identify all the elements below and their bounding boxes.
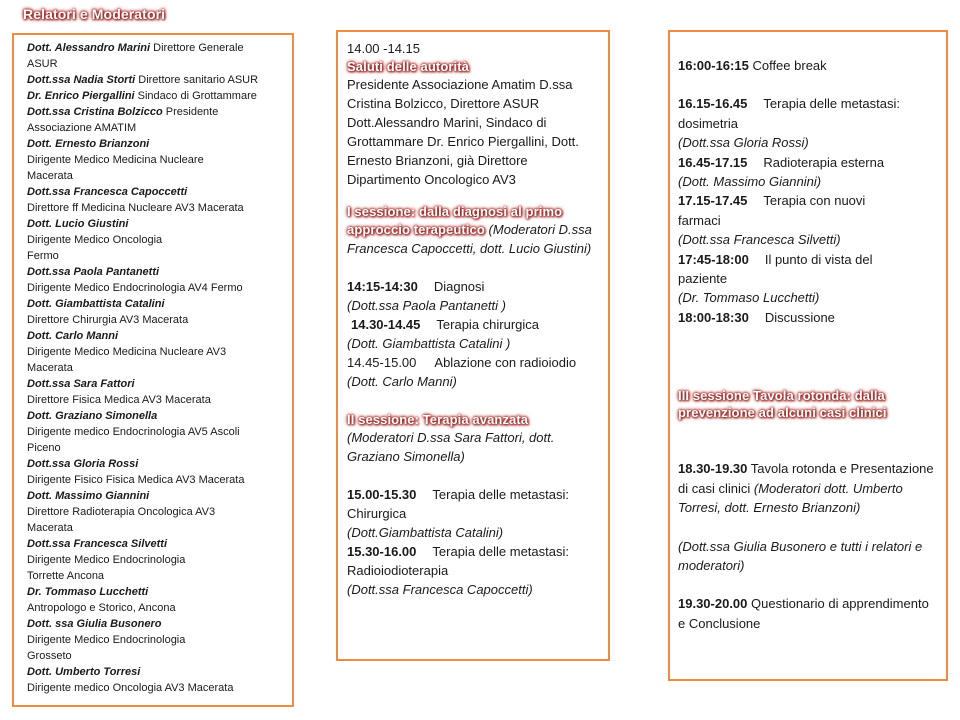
speaker-name: Dott. Lucio Giustini xyxy=(27,218,129,230)
speaker-name-line xyxy=(27,616,286,632)
speaker-name: Dott. ssa Giulia Busonero xyxy=(27,618,162,630)
item-speaker: (Dott.Giambattista Catalini) xyxy=(347,525,504,540)
item-time: 14.30-14.45 xyxy=(351,317,421,332)
s1-item3-speaker: (Dott. Carlo Manni) xyxy=(347,374,457,389)
item-time: 15.30-16.00 xyxy=(347,544,417,559)
speaker-role: Antropologo e Storico, Ancona xyxy=(27,602,176,614)
speaker-entry xyxy=(27,488,286,536)
speaker-role: Torrette Ancona xyxy=(27,570,105,582)
item-title: Terapia con nuovi xyxy=(763,193,866,209)
schedule-box-afternoon xyxy=(336,30,610,661)
speaker-role: Direttore Chirurgia AV3 Macerata xyxy=(27,314,189,326)
speaker-entry xyxy=(27,616,286,664)
session1-title-line1: I sessione: dalla diagnosi al primo xyxy=(347,204,563,219)
speaker-entry xyxy=(27,584,286,616)
speaker-name: Dr. Enrico Piergallini xyxy=(27,90,135,102)
speaker-entry xyxy=(27,664,286,696)
speaker-name: Dott. Umberto Torresi xyxy=(27,666,141,678)
speaker-name: Dott.ssa Gloria Rossi xyxy=(27,458,139,470)
item-time: 17:45-18:00 xyxy=(678,251,749,267)
speaker-role: Direttore Fisica Medica AV3 Macerata xyxy=(27,394,211,406)
session1-items xyxy=(347,277,600,353)
speaker-name: Dott.ssa Sara Fattori xyxy=(27,378,135,390)
round-time: 18.30-19.30 xyxy=(678,461,748,477)
discussion-time: 18:00-18:30 xyxy=(678,309,749,325)
item-speaker: (Dr. Tommaso Lucchetti) xyxy=(678,290,820,306)
speaker-role: Dirigente medico Endocrinologia AV5 Ascoli xyxy=(27,426,240,438)
speaker-role: Macerata xyxy=(27,362,73,374)
speaker-name-line xyxy=(27,104,286,120)
session2-evening-items xyxy=(678,94,936,307)
speaker-role: ASUR xyxy=(27,58,58,70)
item-time: 14:15-14:30 xyxy=(347,279,418,294)
speaker-name-line xyxy=(27,376,286,392)
speaker-name: Dott.ssa Nadia Storti xyxy=(27,74,136,86)
speakers-box xyxy=(12,33,294,707)
item-time: 16.15-16.45 xyxy=(678,96,748,112)
opening-session-title: Saluti delle autorità xyxy=(347,59,470,74)
speaker-role: Macerata xyxy=(27,522,73,534)
discussion-label: Discussione xyxy=(764,309,835,325)
schedule-item xyxy=(678,191,936,210)
speaker-name-line xyxy=(27,216,286,232)
speaker-entry xyxy=(27,536,286,584)
session1-title-line2: approccio terapeutico xyxy=(347,222,485,237)
speaker-name-line xyxy=(27,184,286,200)
speakers-title: Relatori e Moderatori xyxy=(23,6,166,22)
speaker-role: Associazione AMATIM xyxy=(27,122,137,134)
session2-title: II sessione: Terapia avanzata xyxy=(347,412,529,427)
speaker-role: Direttore Radioterapia Oncologica AV3 xyxy=(27,506,216,518)
speaker-entry xyxy=(27,88,286,104)
item-title: Terapia delle metastasi: xyxy=(763,96,900,112)
speaker-entry xyxy=(27,104,286,136)
speaker-role: Dirigente Medico Medicina Nucleare xyxy=(27,154,204,166)
speaker-role: Macerata xyxy=(27,170,73,182)
speaker-role: Dirigente Medico Medicina Nucleare AV3 xyxy=(27,346,227,358)
speaker-role: Direttore ff Medicina Nucleare AV3 Macerata xyxy=(27,202,244,214)
speaker-name-line xyxy=(27,328,286,344)
final-text: Questionario di apprendimento e Conclusione xyxy=(678,596,929,631)
speaker-name: Dott. Massimo Giannini xyxy=(27,490,150,502)
s1-item3-title: Ablazione con radioiodio xyxy=(434,355,577,370)
speaker-name-line xyxy=(27,584,286,600)
speaker-role-inline: Direttore sanitario ASUR xyxy=(135,74,259,86)
session1-moderators: (Moderatori D.ssa Francesca Capoccetti, dott. Lucio Giustini) xyxy=(347,222,592,256)
speaker-entry xyxy=(27,184,286,216)
speaker-entry xyxy=(27,264,286,296)
speaker-name-line xyxy=(27,296,286,312)
item-title-cont: Chirurgica xyxy=(347,506,407,521)
speaker-name: Dott.ssa Francesca Capoccetti xyxy=(27,186,188,198)
speaker-name: Dott. Graziano Simonella xyxy=(27,410,158,422)
speaker-name-line xyxy=(27,488,286,504)
speaker-role: Dirigente medico Oncologia AV3 Macerata xyxy=(27,682,234,694)
session2-moderators: (Moderatori D.ssa Sara Fattori, dott. Graziano Simonella) xyxy=(347,430,555,464)
s1-item3-time: 14.45-15.00 xyxy=(347,355,417,370)
item-time: 15.00-15.30 xyxy=(347,487,417,502)
speaker-name: Dott. Giambattista Catalini xyxy=(27,298,165,310)
speaker-name-line xyxy=(27,408,286,424)
round-table xyxy=(678,459,936,517)
round-text: Tavola rotonda e Presentazione di casi clinici xyxy=(678,461,934,496)
schedule-item xyxy=(347,542,600,561)
speaker-name-line xyxy=(27,40,286,56)
session3-title-line1: III sessione Tavola rotonda: dalla xyxy=(678,388,885,404)
speaker-role: Grosseto xyxy=(27,650,72,662)
coffee-label: Coffee break xyxy=(752,58,827,73)
speaker-entry xyxy=(27,456,286,488)
item-speaker: (Dott.ssa Paola Pantanetti ) xyxy=(347,298,506,313)
item-speaker: (Dott.ssa Francesca Capoccetti) xyxy=(347,582,533,597)
item-speaker: (Dott.ssa Francesca Silvetti) xyxy=(678,232,841,248)
speaker-entry xyxy=(27,136,286,184)
speaker-role: Dirigente Medico Endocrinologia xyxy=(27,634,186,646)
coffee-break xyxy=(678,56,936,75)
round-moderators: (Moderatori dott. Umberto Torresi, dott. Ernesto Brianzoni) xyxy=(678,480,903,516)
speaker-name: Dott.ssa Francesca Silvetti xyxy=(27,538,168,550)
speaker-role-inline: Presidente xyxy=(162,106,219,118)
speaker-role: Dirigente Medico Endocrinologia xyxy=(27,554,186,566)
opening-text: Presidente Associazione Amatim D.ssa Cristina Bolzicco, Direttore ASUR Dott.Alessandro Marini, Sindaco di Grottammare Dr. Enrico Piergallini, Dott. Ernesto Brianzoni, già Direttore Dipartimento Oncologico AV3 xyxy=(347,77,579,187)
item-speaker: (Dott.ssa Gloria Rossi) xyxy=(678,135,809,151)
item-title-cont: Radioiodioterapia xyxy=(347,563,449,578)
item-title: Diagnosi xyxy=(433,279,485,294)
item-title: Radioterapia esterna xyxy=(763,154,885,170)
speaker-role: Fermo xyxy=(27,250,59,262)
coffee-time: 16:00-16:15 xyxy=(678,58,749,73)
item-title: Il punto di vista del xyxy=(764,251,873,267)
speaker-name: Dott. Ernesto Brianzoni xyxy=(27,138,150,150)
speaker-entry xyxy=(27,72,286,88)
speaker-entry xyxy=(27,328,286,376)
speaker-name: Dott.ssa Cristina Bolzicco xyxy=(27,106,163,118)
schedule-item xyxy=(678,153,936,172)
speaker-role-inline: Sindaco di Grottammare xyxy=(134,90,257,102)
schedule-item xyxy=(347,315,600,334)
s1-item3 xyxy=(347,353,600,391)
item-title: Terapia chirurgica xyxy=(436,317,540,332)
speaker-name: Dott. Alessandro Marini xyxy=(27,42,151,54)
item-title-cont: farmaci xyxy=(678,212,721,228)
schedule-item xyxy=(678,94,936,113)
speaker-role: Dirigente Fisico Fisica Medica AV3 Macerata xyxy=(27,474,245,486)
speaker-role: Dirigente Medico Oncologia xyxy=(27,234,163,246)
speaker-name: Dr. Tommaso Lucchetti xyxy=(27,586,149,598)
item-time: 16.45-17.15 xyxy=(678,154,748,170)
speaker-role: Dirigente Medico Endocrinologia AV4 Fermo xyxy=(27,282,243,294)
speaker-role: Piceno xyxy=(27,442,61,454)
item-speaker: (Dott. Massimo Giannini) xyxy=(678,174,822,190)
item-time: 17.15-17.45 xyxy=(678,193,748,209)
final-item xyxy=(678,594,936,633)
speaker-name-line xyxy=(27,88,286,104)
item-title-cont: dosimetria xyxy=(678,115,738,131)
schedule-item xyxy=(347,485,600,504)
speaker-name-line xyxy=(27,264,286,280)
speaker-name-line xyxy=(27,456,286,472)
schedule-box-evening xyxy=(668,30,948,681)
final-time: 19.30-20.00 xyxy=(678,596,748,612)
session2-items xyxy=(347,485,600,599)
schedule-item xyxy=(347,277,600,296)
speaker-role-inline: Direttore Generale xyxy=(150,42,244,54)
item-title-cont: paziente xyxy=(678,271,728,287)
speaker-name-line xyxy=(27,536,286,552)
item-speaker: (Dott. Giambattista Catalini ) xyxy=(347,336,511,351)
opening-time: 14.00 -14.15 xyxy=(347,41,421,56)
speaker-name-line xyxy=(27,664,286,680)
speaker-entry xyxy=(27,376,286,408)
speaker-entry xyxy=(27,40,286,72)
speaker-entry xyxy=(27,296,286,328)
speaker-entry xyxy=(27,408,286,456)
round-participants: (Dott.ssa Giulia Busonero e tutti i relatori e moderatori) xyxy=(678,538,923,573)
speaker-name-line xyxy=(27,136,286,152)
speaker-name: Dott.ssa Paola Pantanetti xyxy=(27,266,160,278)
discussion xyxy=(678,308,936,327)
speaker-entry xyxy=(27,216,286,264)
speaker-name: Dott. Carlo Manni xyxy=(27,330,119,342)
item-title: Terapia delle metastasi: xyxy=(432,487,569,502)
schedule-item xyxy=(678,250,936,269)
item-title: Terapia delle metastasi: xyxy=(432,544,569,559)
speakers-list xyxy=(27,40,286,696)
speaker-name-line xyxy=(27,72,286,88)
session3-title-line2: prevenzione ad alcuni casi clinici xyxy=(678,405,887,421)
